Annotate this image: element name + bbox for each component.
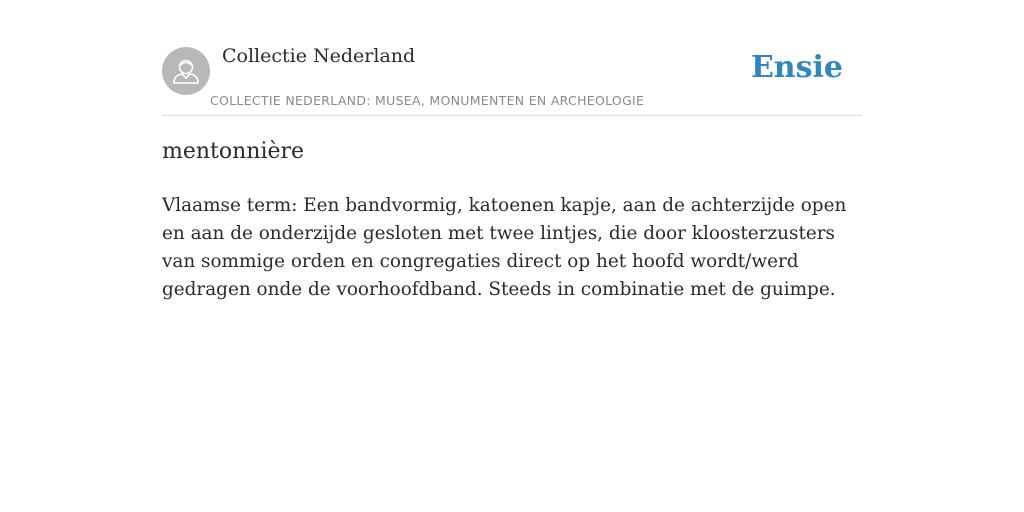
entry-header [162, 0, 862, 116]
author-name[interactable]: Collectie Nederland [222, 45, 416, 67]
avatar[interactable] [162, 47, 210, 95]
entry-definition: Vlaamse term: Een bandvormig, katoenen kapje, aan de achterzijde open en aan de onderzijde gesloten met twee lintjes, die door kloosterzusters van sommige orden en congregaties direct op het hoofd wordt/werd gedragen onde de voorhoofdband. Steeds in combinatie met de guimpe. [162, 195, 847, 300]
user-icon [162, 47, 210, 95]
brand-logo[interactable]: Ensie [750, 50, 843, 85]
entry-card [162, 0, 862, 300]
source-label[interactable]: COLLECTIE NEDERLAND: MUSEA, MONUMENTEN EN ARCHEOLOGIE [210, 93, 645, 108]
entry-term: mentonnière [162, 139, 305, 164]
